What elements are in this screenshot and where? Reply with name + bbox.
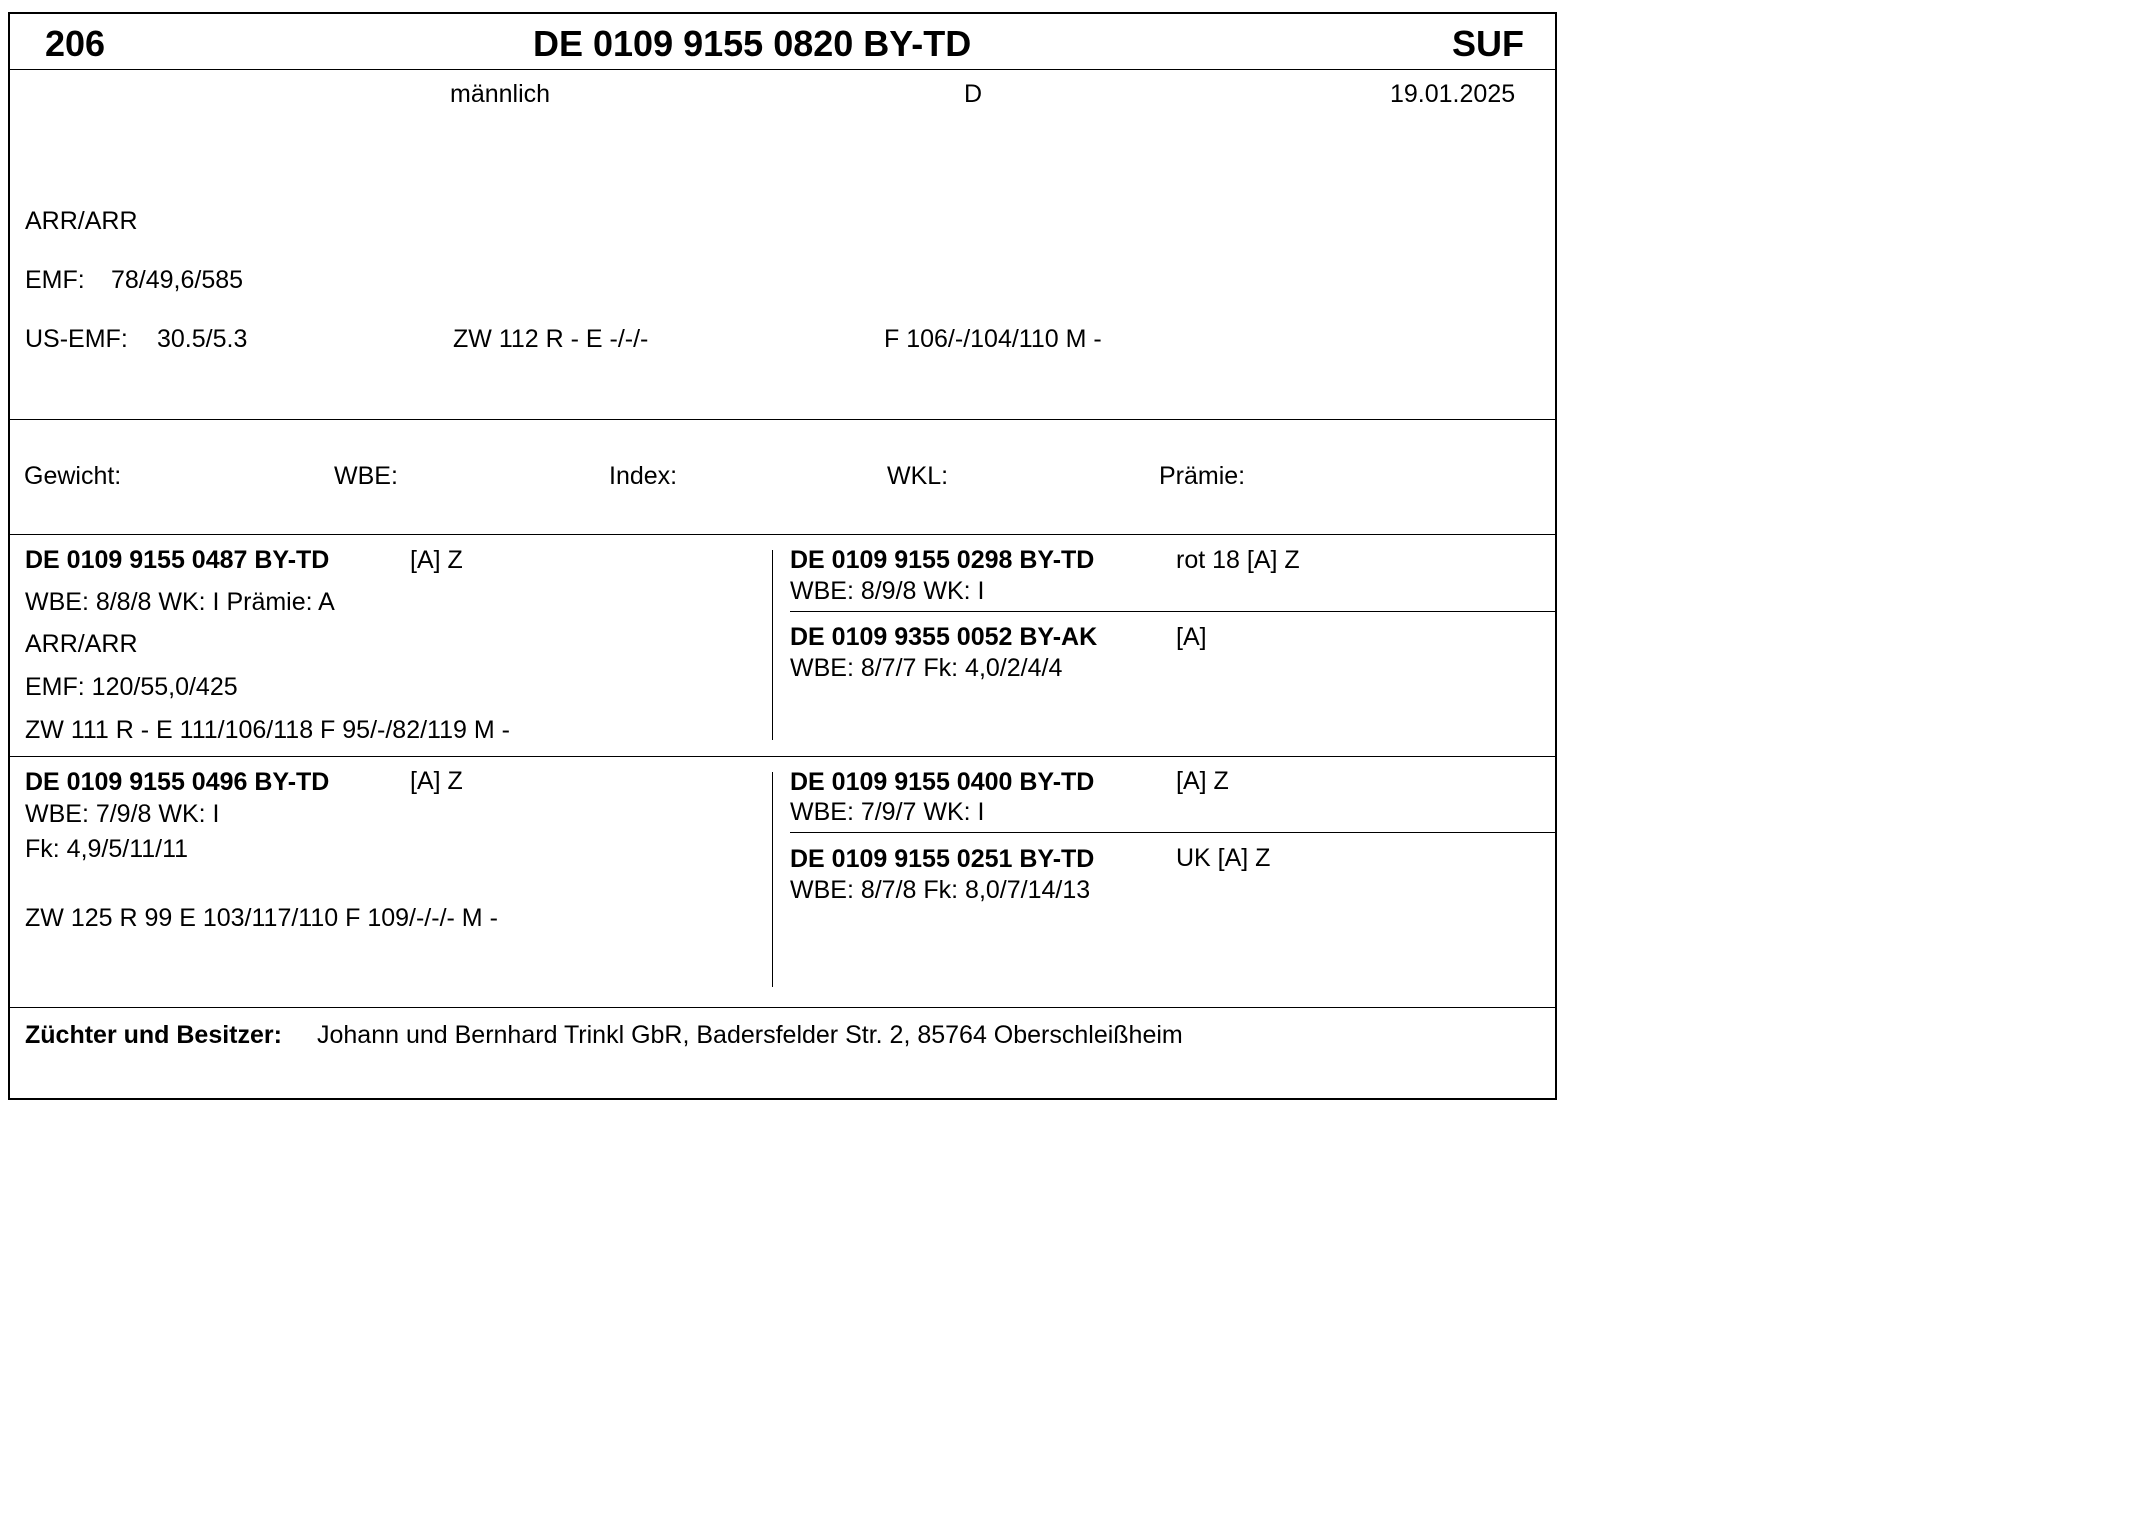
sire-wbe: WBE: 8/8/8 WK: I Prämie: A xyxy=(25,588,335,616)
breeder-value: Johann und Bernhard Trinkl GbR, Badersfelder Str. 2, 85764 Oberschleißheim xyxy=(317,1021,1183,1049)
dam-dam-tags: UK [A] Z xyxy=(1176,844,1271,872)
birth-date: 19.01.2025 xyxy=(1390,80,1516,108)
sire-dam-tags: [A] xyxy=(1176,623,1207,651)
sire-column-divider xyxy=(772,550,773,740)
sire-sire-tags: rot 18 [A] Z xyxy=(1176,546,1300,574)
sire-zw: ZW 111 R - E 111/106/118 F 95/-/82/119 M - xyxy=(25,716,510,744)
zw-value: ZW 112 R - E -/-/- xyxy=(453,325,649,353)
sire-sire-id: DE 0109 9155 0298 BY-TD xyxy=(790,546,1095,574)
sire-sire-wbe: WBE: 8/9/8 WK: I xyxy=(790,577,985,605)
sire-dam-wbe: WBE: 8/7/7 Fk: 4,0/2/4/4 xyxy=(790,654,1063,682)
sire-emf: EMF: 120/55,0/425 xyxy=(25,673,238,701)
wkl-label: WKL: xyxy=(887,462,949,490)
sire-dam-divider xyxy=(8,756,1557,757)
country: D xyxy=(964,80,983,108)
dam-wbe: WBE: 7/9/8 WK: I xyxy=(25,800,220,828)
sex: männlich xyxy=(450,80,551,108)
dam-ancestors-divider xyxy=(790,832,1557,833)
dam-dam-wbe: WBE: 8/7/8 Fk: 8,0/7/14/13 xyxy=(790,876,1091,904)
index-label: Index: xyxy=(609,462,678,490)
breed-code: SUF xyxy=(1452,23,1524,64)
breeder-divider xyxy=(8,1007,1557,1008)
sire-id: DE 0109 9155 0487 BY-TD xyxy=(25,546,330,574)
dam-sire-tags: [A] Z xyxy=(1176,767,1229,795)
dam-dam-id: DE 0109 9155 0251 BY-TD xyxy=(790,845,1095,873)
f-value: F 106/-/104/110 M - xyxy=(884,325,1102,353)
sire-ancestors-divider xyxy=(790,611,1557,612)
breeder-label: Züchter und Besitzer: xyxy=(25,1021,282,1049)
dam-column-divider xyxy=(772,772,773,987)
evaluation-divider xyxy=(8,534,1557,535)
us-emf-label: US-EMF: xyxy=(25,325,128,353)
header-divider xyxy=(8,69,1557,70)
dam-zw: ZW 125 R 99 E 103/117/110 F 109/-/-/- M - xyxy=(25,904,498,932)
wbe-label: WBE: xyxy=(334,462,398,490)
dam-fk: Fk: 4,9/5/11/11 xyxy=(25,835,189,863)
animal-id: DE 0109 9155 0820 BY-TD xyxy=(533,23,972,64)
emf-value: 78/49,6/585 xyxy=(111,266,244,294)
weight-label: Gewicht: xyxy=(24,462,122,490)
genotype: ARR/ARR xyxy=(25,207,138,235)
dam-sire-id: DE 0109 9155 0400 BY-TD xyxy=(790,768,1095,796)
premium-label: Prämie: xyxy=(1159,462,1246,490)
dam-id: DE 0109 9155 0496 BY-TD xyxy=(25,768,330,796)
sire-genotype: ARR/ARR xyxy=(25,630,138,658)
emf-label: EMF: xyxy=(25,266,85,294)
dam-sire-wbe: WBE: 7/9/7 WK: I xyxy=(790,798,985,826)
info-divider xyxy=(8,419,1557,420)
catalog-number: 206 xyxy=(45,23,106,64)
sire-tags: [A] Z xyxy=(410,546,463,574)
dam-tags: [A] Z xyxy=(410,767,463,795)
sire-dam-id: DE 0109 9355 0052 BY-AK xyxy=(790,623,1098,651)
us-emf-value: 30.5/5.3 xyxy=(157,325,248,353)
